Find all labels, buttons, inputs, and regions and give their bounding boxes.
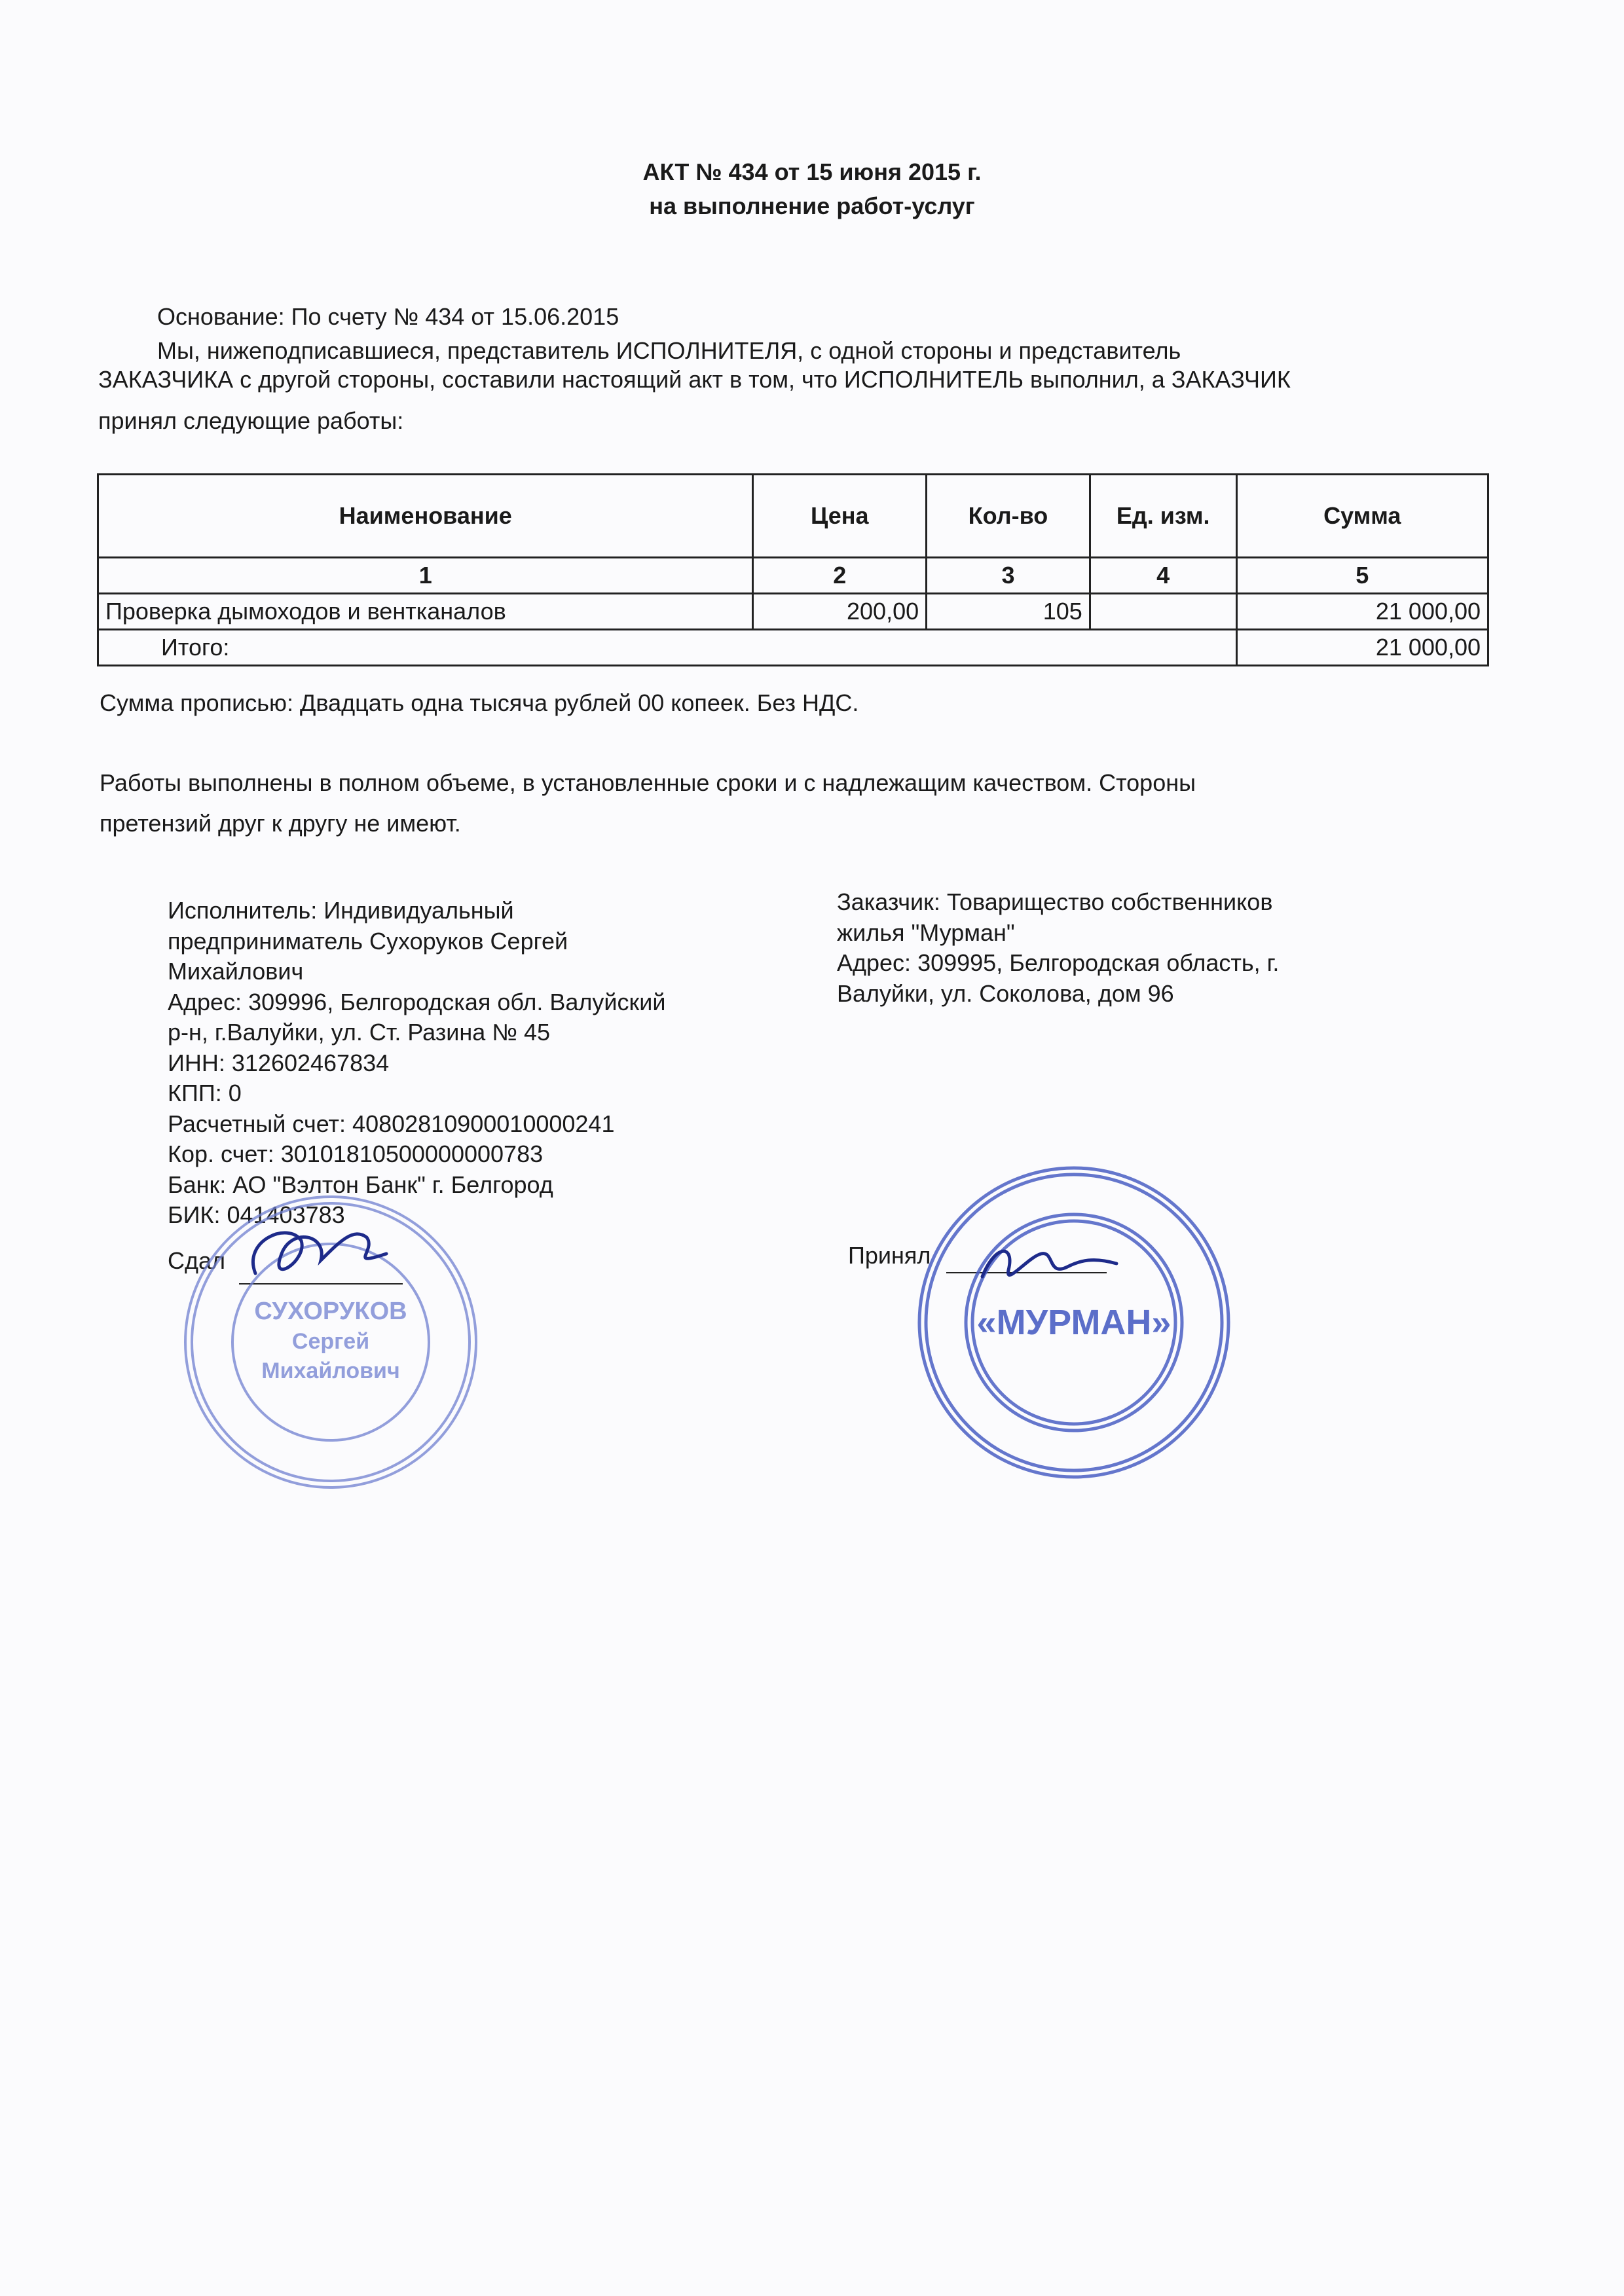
- table-header-row: [98, 475, 1488, 558]
- col-number: 2: [753, 558, 927, 594]
- act-subtitle: на выполнение работ-услуг: [649, 192, 975, 219]
- col-number: 4: [1090, 558, 1236, 594]
- executor-line: Адрес: 309996, Белгородская обл. Валуйский: [168, 988, 666, 1015]
- row-unit: [1090, 594, 1236, 630]
- executor-line: КПП: 0: [168, 1080, 242, 1106]
- header-unit: Ед. изм.: [1090, 475, 1236, 558]
- customer-line: Валуйки, ул. Соколова, дом 96: [837, 979, 1174, 1007]
- executor-line: БИК: 041403783: [168, 1201, 345, 1228]
- col-number: 5: [1236, 558, 1488, 594]
- executor-line: предприниматель Сухоруков Сергей: [168, 927, 568, 955]
- stamp-text: Михайлович: [261, 1358, 400, 1383]
- row-sum: 21 000,00: [1236, 594, 1488, 630]
- executor-line: Расчетный счет: 40802810900010000241: [168, 1110, 615, 1137]
- customer-line: Адрес: 309995, Белгородская область, г.: [837, 949, 1280, 976]
- executor-sign-label: Сдал: [168, 1247, 226, 1274]
- stamp-text: Сергей: [291, 1329, 370, 1354]
- table-total-row: [98, 630, 1488, 666]
- executor-line: ИНН: 312602467834: [168, 1049, 390, 1076]
- header-price: Цена: [753, 475, 927, 558]
- row-name: Проверка дымоходов и вентканалов: [98, 594, 753, 630]
- customer-sign-label: Принял: [848, 1242, 931, 1269]
- intro-line-1: Мы, нижеподписавшиеся, представитель ИСПОЛНИТЕЛЯ, с одной стороны и представитель: [157, 337, 1181, 364]
- completion-line-2: претензий друг к другу не имеют.: [100, 810, 461, 837]
- stamp-text: «МУРМАН»: [976, 1303, 1172, 1342]
- table-row: [98, 594, 1488, 630]
- header-sum: Сумма: [1236, 475, 1488, 558]
- act-title: АКТ № 434 от 15 июня 2015 г.: [642, 158, 982, 185]
- customer-stamp-icon: [910, 1159, 1238, 1486]
- executor-line: Михайлович: [168, 958, 304, 985]
- executor-details: [168, 896, 665, 1231]
- executor-signature-icon: [229, 1214, 399, 1300]
- works-table: [97, 473, 1489, 666]
- completion-line-1: Работы выполнены в полном объеме, в установленные сроки и с надлежащим качеством. Стороны: [100, 769, 1196, 796]
- executor-line: Кор. счет: 30101810500000000783: [168, 1140, 544, 1167]
- header-name: Наименование: [98, 475, 753, 558]
- executor-line: р-н, г.Валуйки, ул. Ст. Разина № 45: [168, 1019, 550, 1046]
- stamp-text: СУХОРУКОВ: [254, 1298, 407, 1325]
- total-label: Итого:: [98, 630, 1237, 666]
- col-number: 1: [98, 558, 753, 594]
- customer-line: Заказчик: Товарищество собственников: [837, 888, 1273, 915]
- executor-line: Банк: АО "Вэлтон Банк" г. Белгород: [168, 1171, 553, 1198]
- row-price: 200,00: [753, 594, 927, 630]
- customer-line: жилья "Мурман": [837, 919, 1015, 946]
- executor-line: Исполнитель: Индивидуальный: [168, 897, 514, 924]
- intro-line-2: ЗАКАЗЧИКА с другой стороны, составили настоящий акт в том, что ИСПОЛНИТЕЛЬ выполнил, а ЗАКАЗЧИК: [98, 366, 1291, 393]
- total-value: 21 000,00: [1236, 630, 1488, 666]
- header-qty: Кол-во: [927, 475, 1090, 558]
- basis-line: Основание: По счету № 434 от 15.06.2015: [157, 303, 619, 330]
- intro-line-3: принял следующие работы:: [98, 407, 404, 434]
- customer-signature-icon: [969, 1231, 1126, 1296]
- amount-in-words: Сумма прописью: Двадцать одна тысяча рублей 00 копеек. Без НДС.: [100, 689, 859, 716]
- table-number-row: [98, 558, 1488, 594]
- row-qty: 105: [927, 594, 1090, 630]
- col-number: 3: [927, 558, 1090, 594]
- customer-details: [837, 887, 1279, 1009]
